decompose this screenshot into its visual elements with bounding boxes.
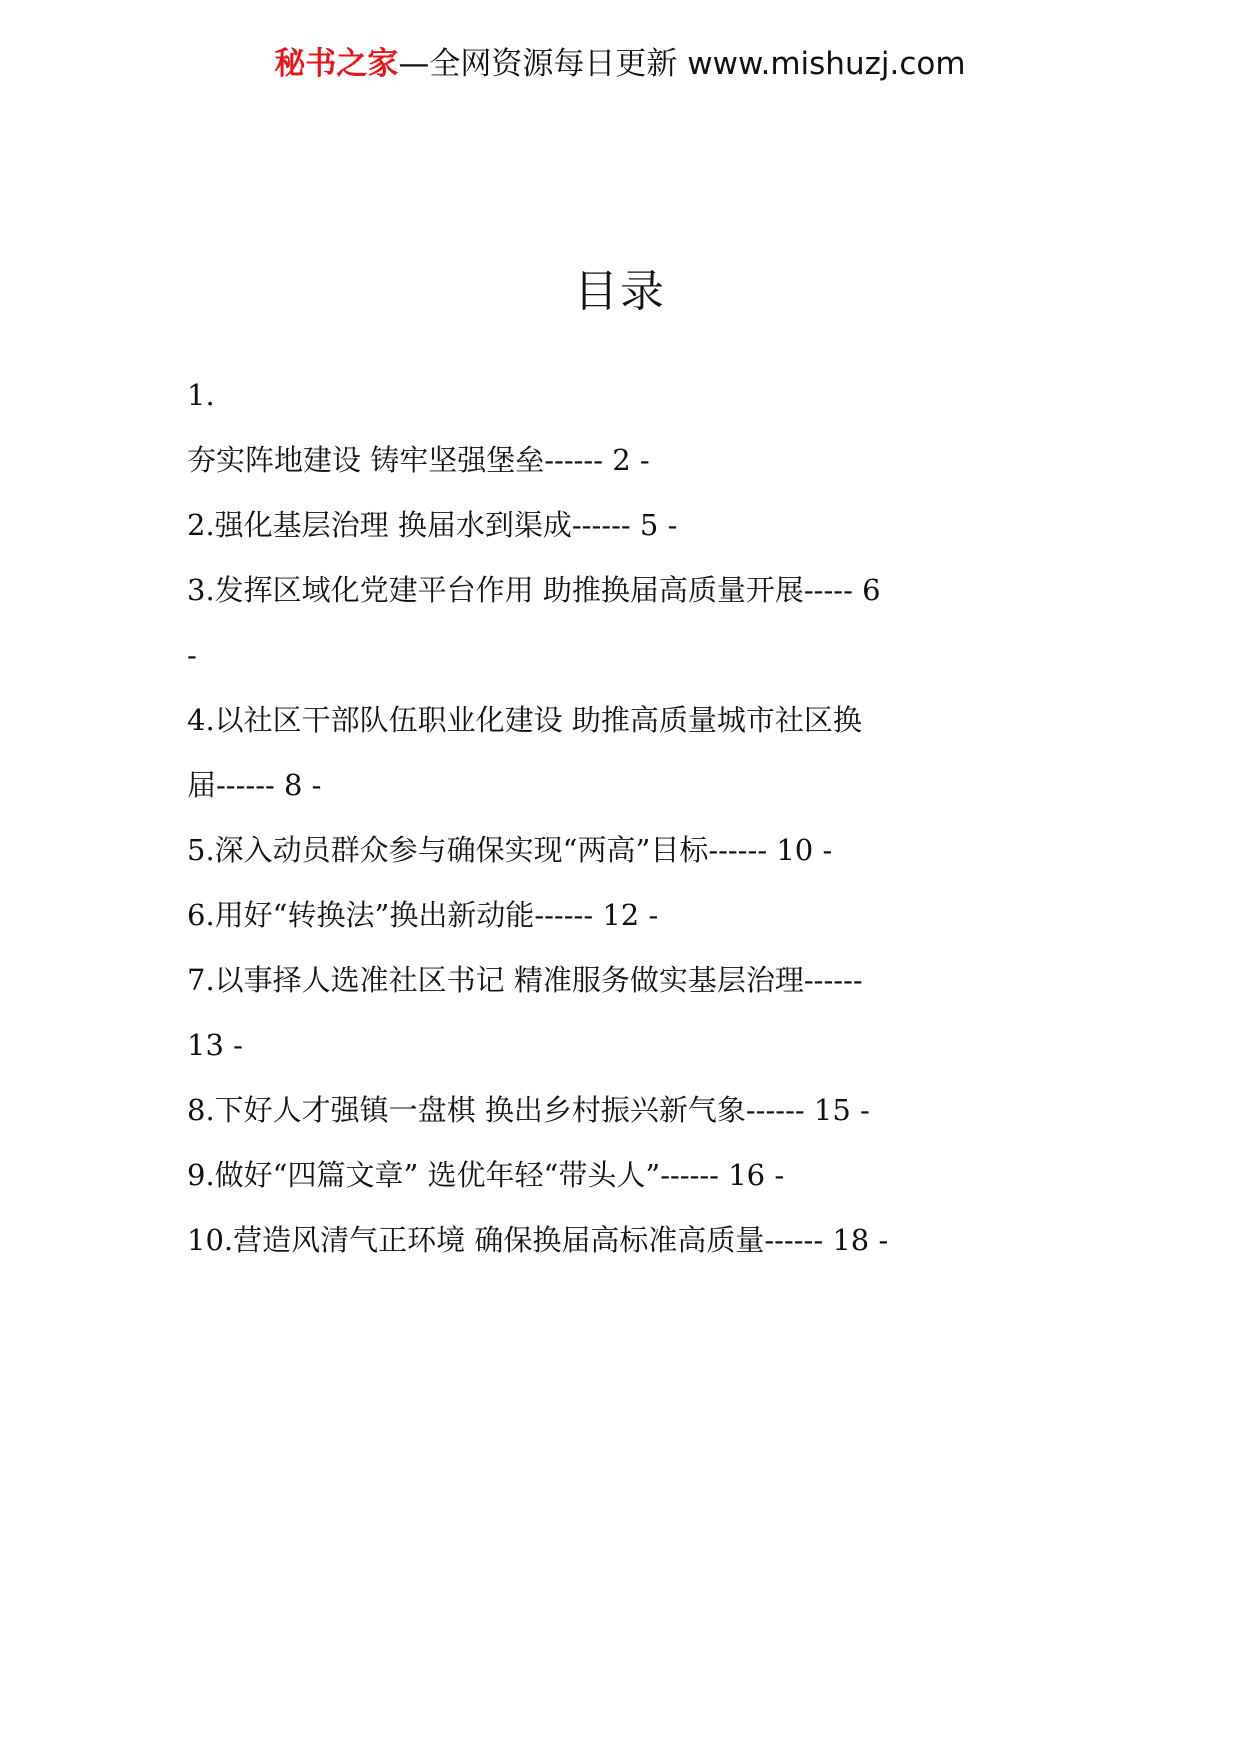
toc-line: 4.以社区干部队伍职业化建设 助推高质量城市社区换: [187, 703, 862, 737]
toc-line: 9.做好“四篇文章” 选优年轻“带头人”------ 16 -: [187, 1158, 785, 1192]
toc-line: 夯实阵地建设 铸牢坚强堡垒------ 2 -: [187, 443, 650, 477]
page-header: [0, 42, 1240, 86]
toc-list: [187, 363, 1055, 1273]
toc-line: 10.营造风清气正环境 确保换届高标准高质量------ 18 -: [187, 1223, 889, 1257]
toc-line: 3.发挥区域化党建平台作用 助推换届高质量开展----- 6: [187, 573, 881, 607]
toc-line: 1.: [187, 378, 215, 412]
toc-line: 届------ 8 -: [187, 768, 322, 802]
toc-line: 13 -: [187, 1028, 243, 1062]
toc-line: 8.下好人才强镇一盘棋 换出乡村振兴新气象------ 15 -: [187, 1093, 870, 1127]
toc-line: 7.以事择人选准社区书记 精准服务做实基层治理------: [187, 963, 863, 997]
brand-name: 秘书之家: [274, 46, 399, 82]
toc-line: 5.深入动员群众参与确保实现“两高”目标------ 10 -: [187, 833, 833, 867]
header-tagline: —全网资源每日更新 www.mishuzj.com: [398, 46, 966, 82]
toc-line: 6.用好“转换法”换出新动能------ 12 -: [187, 898, 659, 932]
toc-title: 目录: [574, 266, 666, 317]
toc-line: 2.强化基层治理 换届水到渠成------ 5 -: [187, 508, 678, 542]
toc-line: -: [187, 638, 197, 672]
